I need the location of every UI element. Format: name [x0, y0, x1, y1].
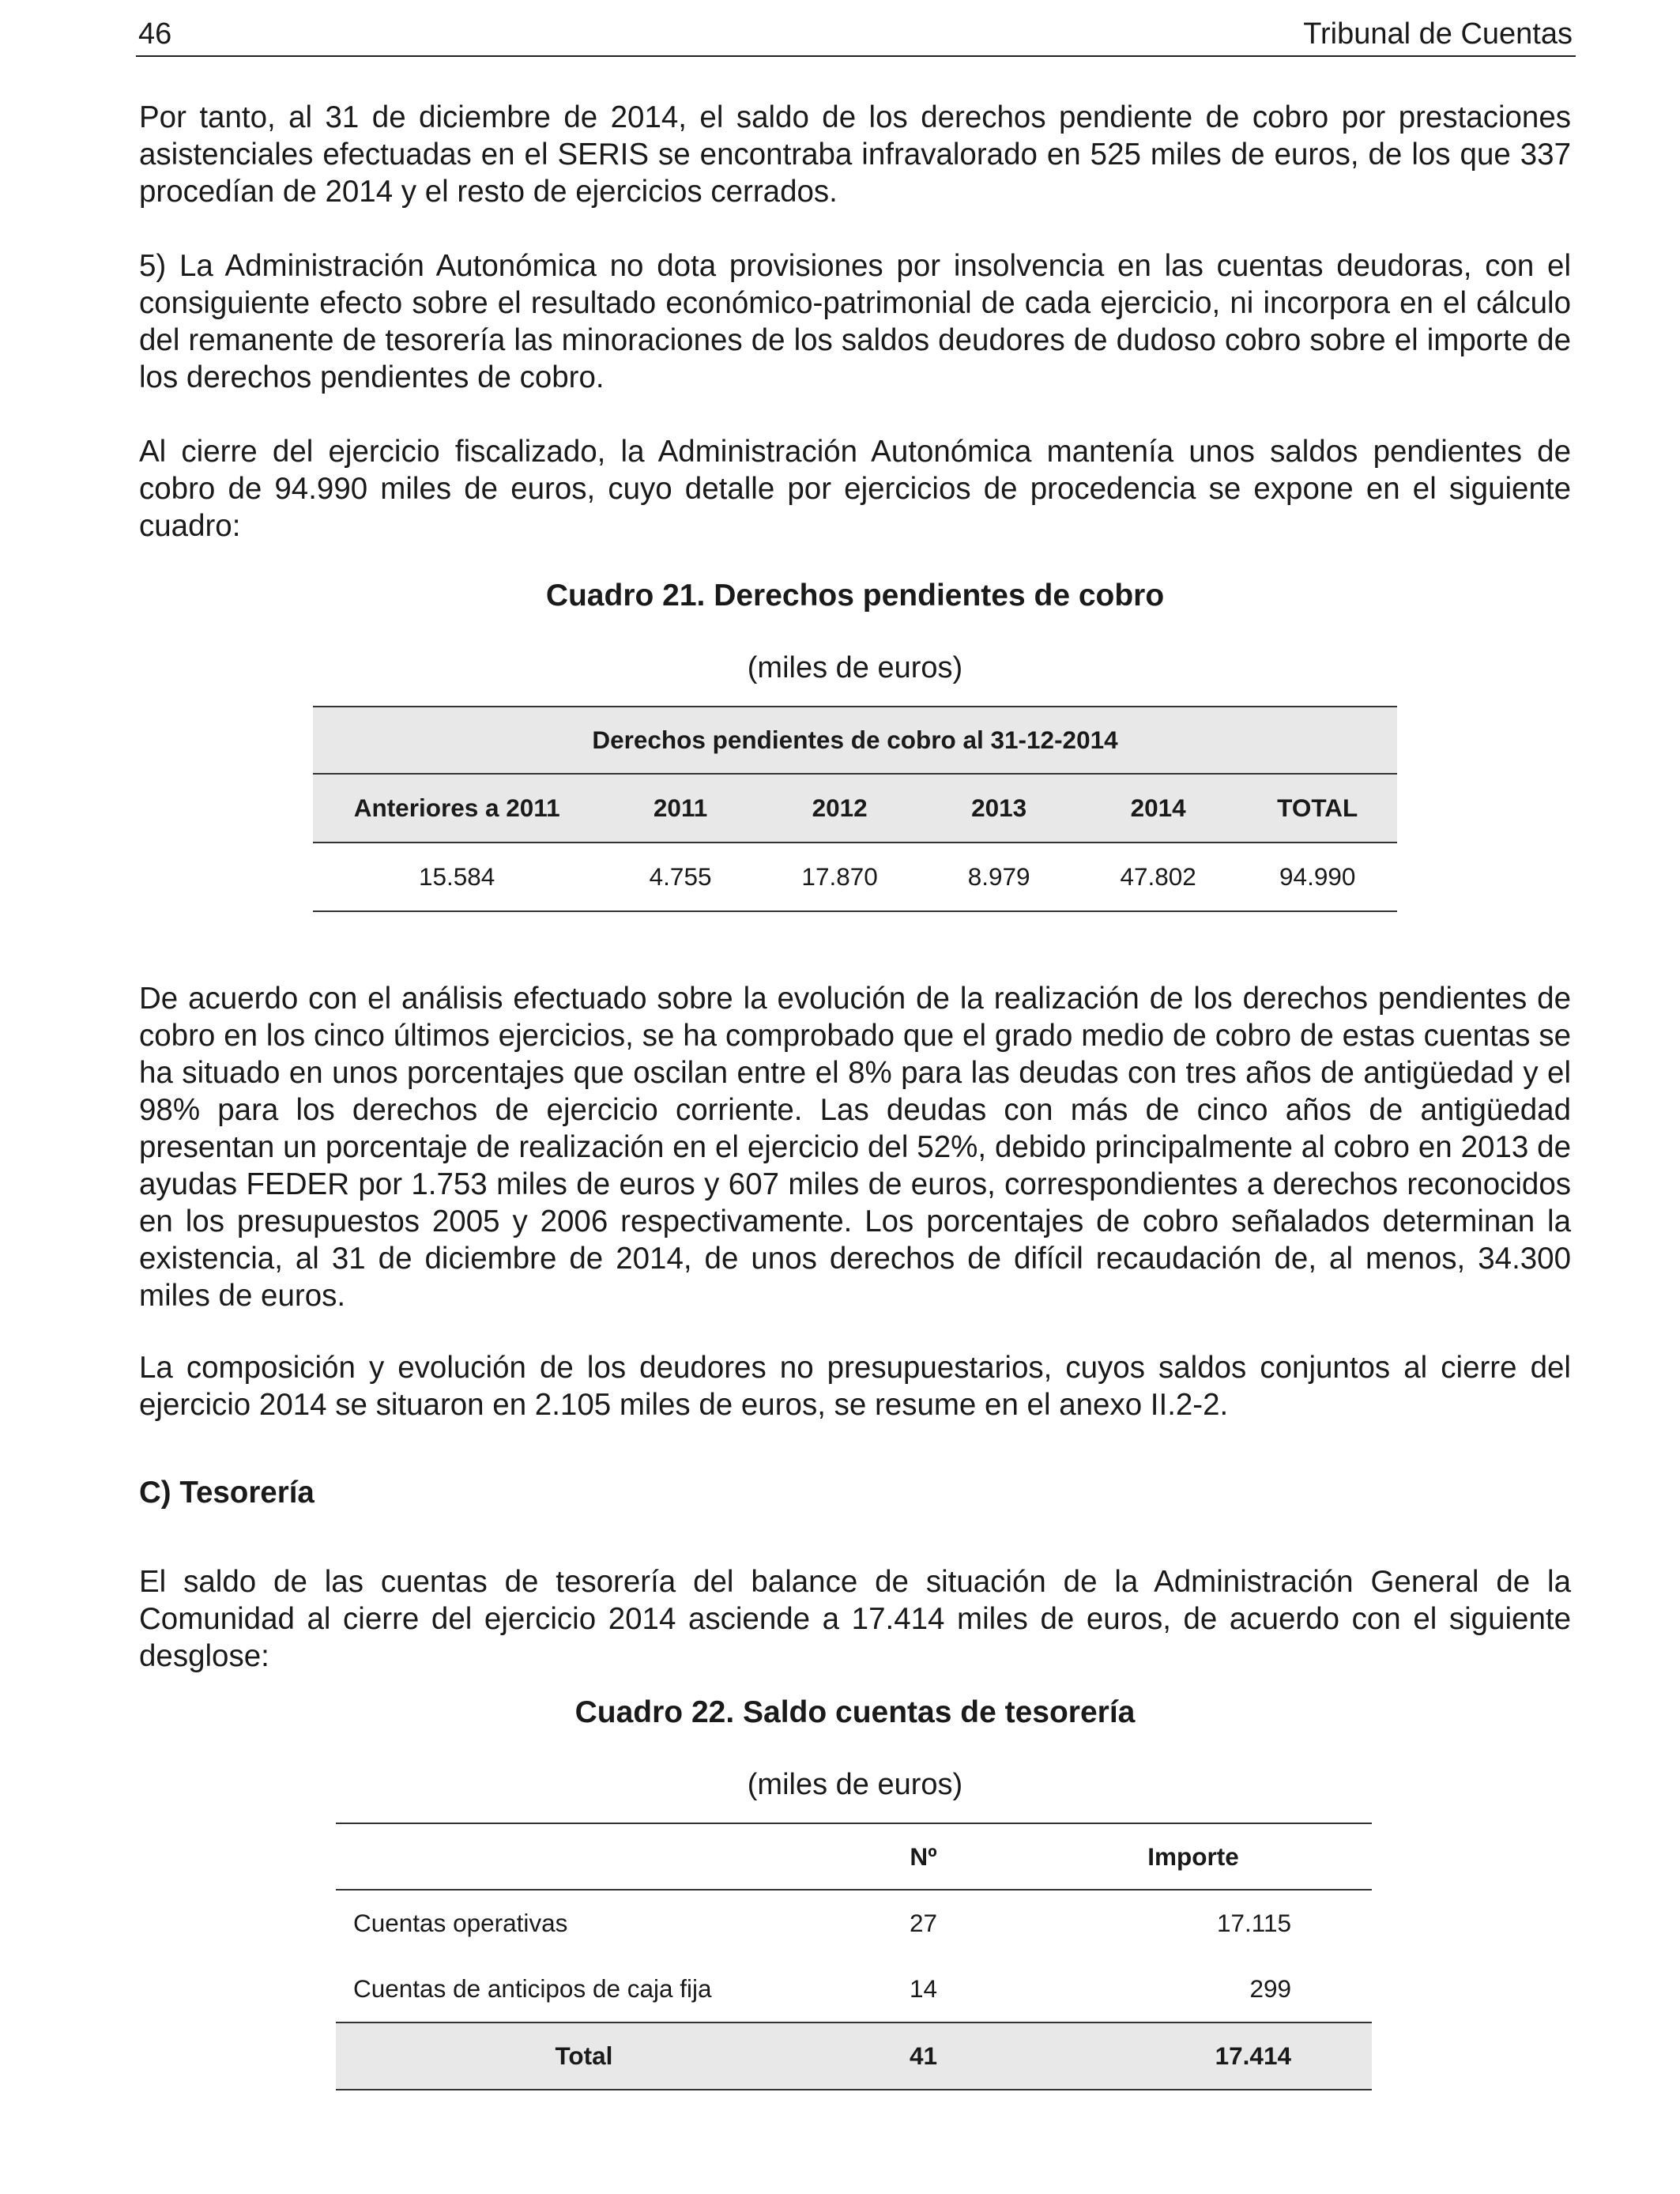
paragraph-2: 5) La Administración Autonómica no dota provisiones por insolvencia en las cuentas deudoras, con el consiguiente efecto sobre el resultado económico-patrimonial de cada ejercicio, ni incorpora en el cálculo del remanente de tesorería las minoraciones de los saldos deudores de dudoso cobro sobre el importe de los derechos pendientes de cobro. — [139, 249, 1571, 394]
table-22-cell: 17.115 — [1216, 1909, 1291, 1937]
table-21-col-header: 2014 — [1079, 774, 1238, 843]
table-21-cell: 47.802 — [1079, 843, 1238, 911]
paragraph-6: El saldo de las cuentas de tesorería del balance de situación de la Administración General de la Comunidad al cierre del ejercicio 2014 asciende a 17.414 miles de euros, de acuerdo con el siguiente desglose: — [139, 1565, 1571, 1673]
table-21-cell: 4.755 — [601, 843, 760, 911]
running-header-title: Tribunal de Cuentas — [1303, 17, 1573, 51]
table-22-unit: (miles de euros) — [747, 1768, 963, 1801]
table-22-total-label: Total — [336, 2022, 832, 2090]
table-21-unit: (miles de euros) — [747, 651, 963, 684]
table-21-col-header: 2011 — [601, 774, 760, 843]
table-21-cell: 8.979 — [919, 843, 1079, 911]
table-22-cell: Cuentas operativas — [353, 1909, 568, 1937]
table-21-col-header: 2013 — [919, 774, 1079, 843]
table-22-col-header: Importe — [1015, 1823, 1372, 1890]
table-21-group-header: Derechos pendientes de cobro al 31-12-2014 — [313, 707, 1397, 774]
table-row — [336, 1890, 1372, 1956]
page-number: 46 — [138, 17, 172, 51]
table-21-title: Cuadro 21. Derechos pendientes de cobro — [545, 579, 1165, 613]
paragraph-3: Al cierre del ejercicio fiscalizado, la Administración Autonómica mantenía unos saldos pendientes de cobro de 94.990 miles de euros, cuyo detalle por ejercicios de procedencia se expone en el siguiente cuadro: — [139, 435, 1571, 543]
table-22-cell: 299 — [1249, 1974, 1291, 2003]
table-22-col-header — [336, 1823, 832, 1890]
table-22-total-count: 41 — [832, 2022, 1015, 2090]
table-21-col-header: TOTAL — [1237, 774, 1397, 843]
table-total-row — [336, 2022, 1372, 2090]
table-row — [336, 1956, 1372, 2022]
paragraph-5: La composición y evolución de los deudores no presupuestarios, cuyos saldos conjuntos al cierre del ejercicio 2014 se situaron en 2.105 miles de euros, se resume en el anexo II.2-2. — [139, 1351, 1571, 1422]
table-21-cell: 15.584 — [313, 843, 601, 911]
table-21-col-header: Anteriores a 2011 — [313, 774, 601, 843]
table-21 — [313, 706, 1397, 912]
table-22-cell: 14 — [909, 1974, 937, 2003]
paragraph-4: De acuerdo con el análisis efectuado sobre la evolución de la realización de los derechos pendientes de cobro en los cinco últimos ejercicios, se ha comprobado que el grado medio de cobro de estas cuentas se ha situado en unos porcentajes que oscilan entre el 8% para las deudas con tres años de antigüedad y el 98% para los derechos de ejercicio corriente. Las deudas con más de cinco años de antigüedad presentan un porcentaje de realización en el ejercicio del 52%, debido principalmente al cobro en 2013 de ayudas FEDER por 1.753 miles de euros y 607 miles de euros, correspondientes a derechos reconocidos en los presupuestos 2005 y 2006 respectivamente. Los porcentajes de cobro señalados determinan la existencia, al 31 de diciembre de 2014, de unos derechos de difícil recaudación de, al menos, 34.300 miles de euros. — [139, 982, 1571, 1313]
page-header — [136, 16, 1576, 57]
paragraph-1: Por tanto, al 31 de diciembre de 2014, el saldo de los derechos pendiente de cobro por prestaciones asistenciales efectuadas en el SERIS se encontraba infravalorado en 525 miles de euros, de los que 337 procedían de 2014 y el resto de ejercicios cerrados. — [139, 100, 1571, 209]
table-22-cell: 27 — [909, 1909, 937, 1937]
table-22-col-header: Nº — [832, 1823, 1015, 1890]
table-21-cell: 94.990 — [1237, 843, 1397, 911]
table-22 — [336, 1823, 1372, 2090]
table-22-total-amount: 17.414 — [1015, 2022, 1372, 2090]
table-21-cell: 17.870 — [760, 843, 920, 911]
section-heading-tesoreria: C) Tesorería — [139, 1476, 315, 1510]
table-22-cell: Cuentas de anticipos de caja fija — [353, 1974, 712, 2003]
table-21-col-header: 2012 — [760, 774, 920, 843]
table-22-title: Cuadro 22. Saldo cuentas de tesorería — [574, 1695, 1136, 1729]
